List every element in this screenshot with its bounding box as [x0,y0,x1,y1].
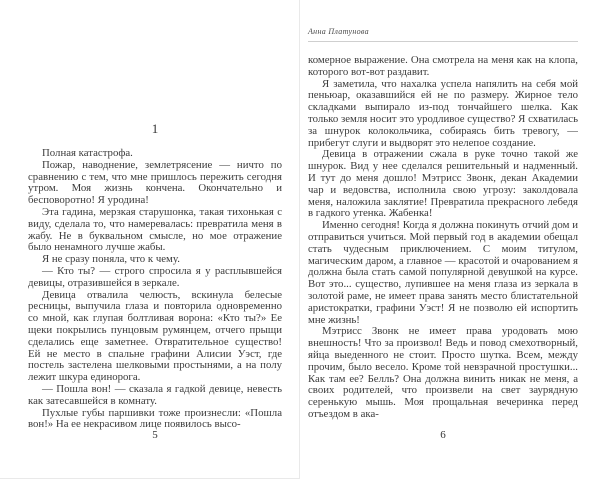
paragraph: Девица отвалила челюсть, вскинула белесые ресницы, выпучила глаза и повторила одновременно со мной, как глупая болтливая ворона: «Кто ты?» Ее щеки покрылись пунцовым румянцем, отчего прыщи сделались еще заметнее. Отвратительное существо! Ей не место в спальне графини Алисии Уэст, где постель застелена шелковыми простынями, а на полу лежит шкура единорога. [28,288,282,384]
left-page-text [28,148,282,434]
paragraph: Полная катастрофа. [42,148,133,159]
right-page-text [308,55,578,427]
paragraph: Пухлые губы паршивки тоже произнесли: «Пошла вон!» На ее некрасивом лице появилось высо- [28,406,282,431]
page-number-right: 6 [440,429,446,441]
paragraph: Девица в отражении сжала в руке точно такой же шнурок. Вид у нее сделался решительный и надменный. И тут до меня дошло! Мэтрисс Звонк, декан Академии чар и ведовства, исполнила свою угрозу: заколдовала меня, наложила заклятие! Превратила прекрасного лебедя в гадкого утенка. Жабенка! [308,148,578,220]
paragraph: Эта гадина, мерзкая старушонка, такая тихонькая с виду, сделала то, что намеревалась: превратила меня в жабу. Не в буквальном смысле, но мое отражение было ненамного лучше жабы. [28,205,282,254]
paragraph: Я не сразу поняла, что к чему. [42,253,180,266]
paragraph: комерное выражение. Она смотрела на меня как на клопа, которого вот-вот раздавит. [308,55,578,78]
chapter-number: 1 [151,121,159,136]
paragraph: Пожар, наводнение, землетрясение — ничто по сравнению с тем, что мне пришлось пережить сегодня утром. Моя жизнь кончена. Окончательно и бесповоротно! Я уродина! [28,158,282,207]
running-header-author: Анна Платунова [308,27,369,36]
page-number-left: 5 [152,429,158,441]
paragraph: — Кто ты? — строго спросила я у расплывшейся девицы, отразившейся в зеркале. [28,264,282,289]
paragraph: Я заметила, что нахалка успела напялить на себя мой пеньюар, оказавшийся ей не по размеру. Жирное тело складками выпирало из-под тончайшего шелка. Как только земля носит это уродливое существо? Я схватилась за шнурок колокольчика, собираясь бить тревогу, — прибегут слуги и выдворят это нелепое создание. [308,77,578,149]
book-page-left[interactable] [0,0,300,479]
running-header [308,27,578,42]
book-page-right[interactable] [300,0,600,485]
header-rule [308,41,578,42]
paragraph: Мэтрисс Звонк не имеет права уродовать мою внешность! Что за произвол! Ведь и повод смехотворный, яйца выеденного не стоит. Просто шутка. Всем, между прочим, было весело. Кроме той невзрачной простушки... Как там ее? Белль? Она должна винить никак не меня, а своих родителей, что произвели на свет заурядную серенькую мышь. Моя прощальная вечеринка перед отъездом в ака- [308,325,578,420]
paragraph: Именно сегодня! Когда я должна покинуть отчий дом и отправиться учиться. Мой первый год в академии обещал стать чудесным приключением. С моим титулом, магическим даром, а главное — красотой и очарованием я должна была стать самой популярной девушкой на курсе. Вот это... существо, лупившее на меня глаза из зеркала в золотой раме, не имеет права занять место блистательной аристократки, графини Уэст! Я не позволю ей испортить мне жизнь! [308,219,578,326]
paragraph: — Пошла вон! — сказала я гадкой девице, невесть как затесавшейся в комнату. [28,382,282,407]
